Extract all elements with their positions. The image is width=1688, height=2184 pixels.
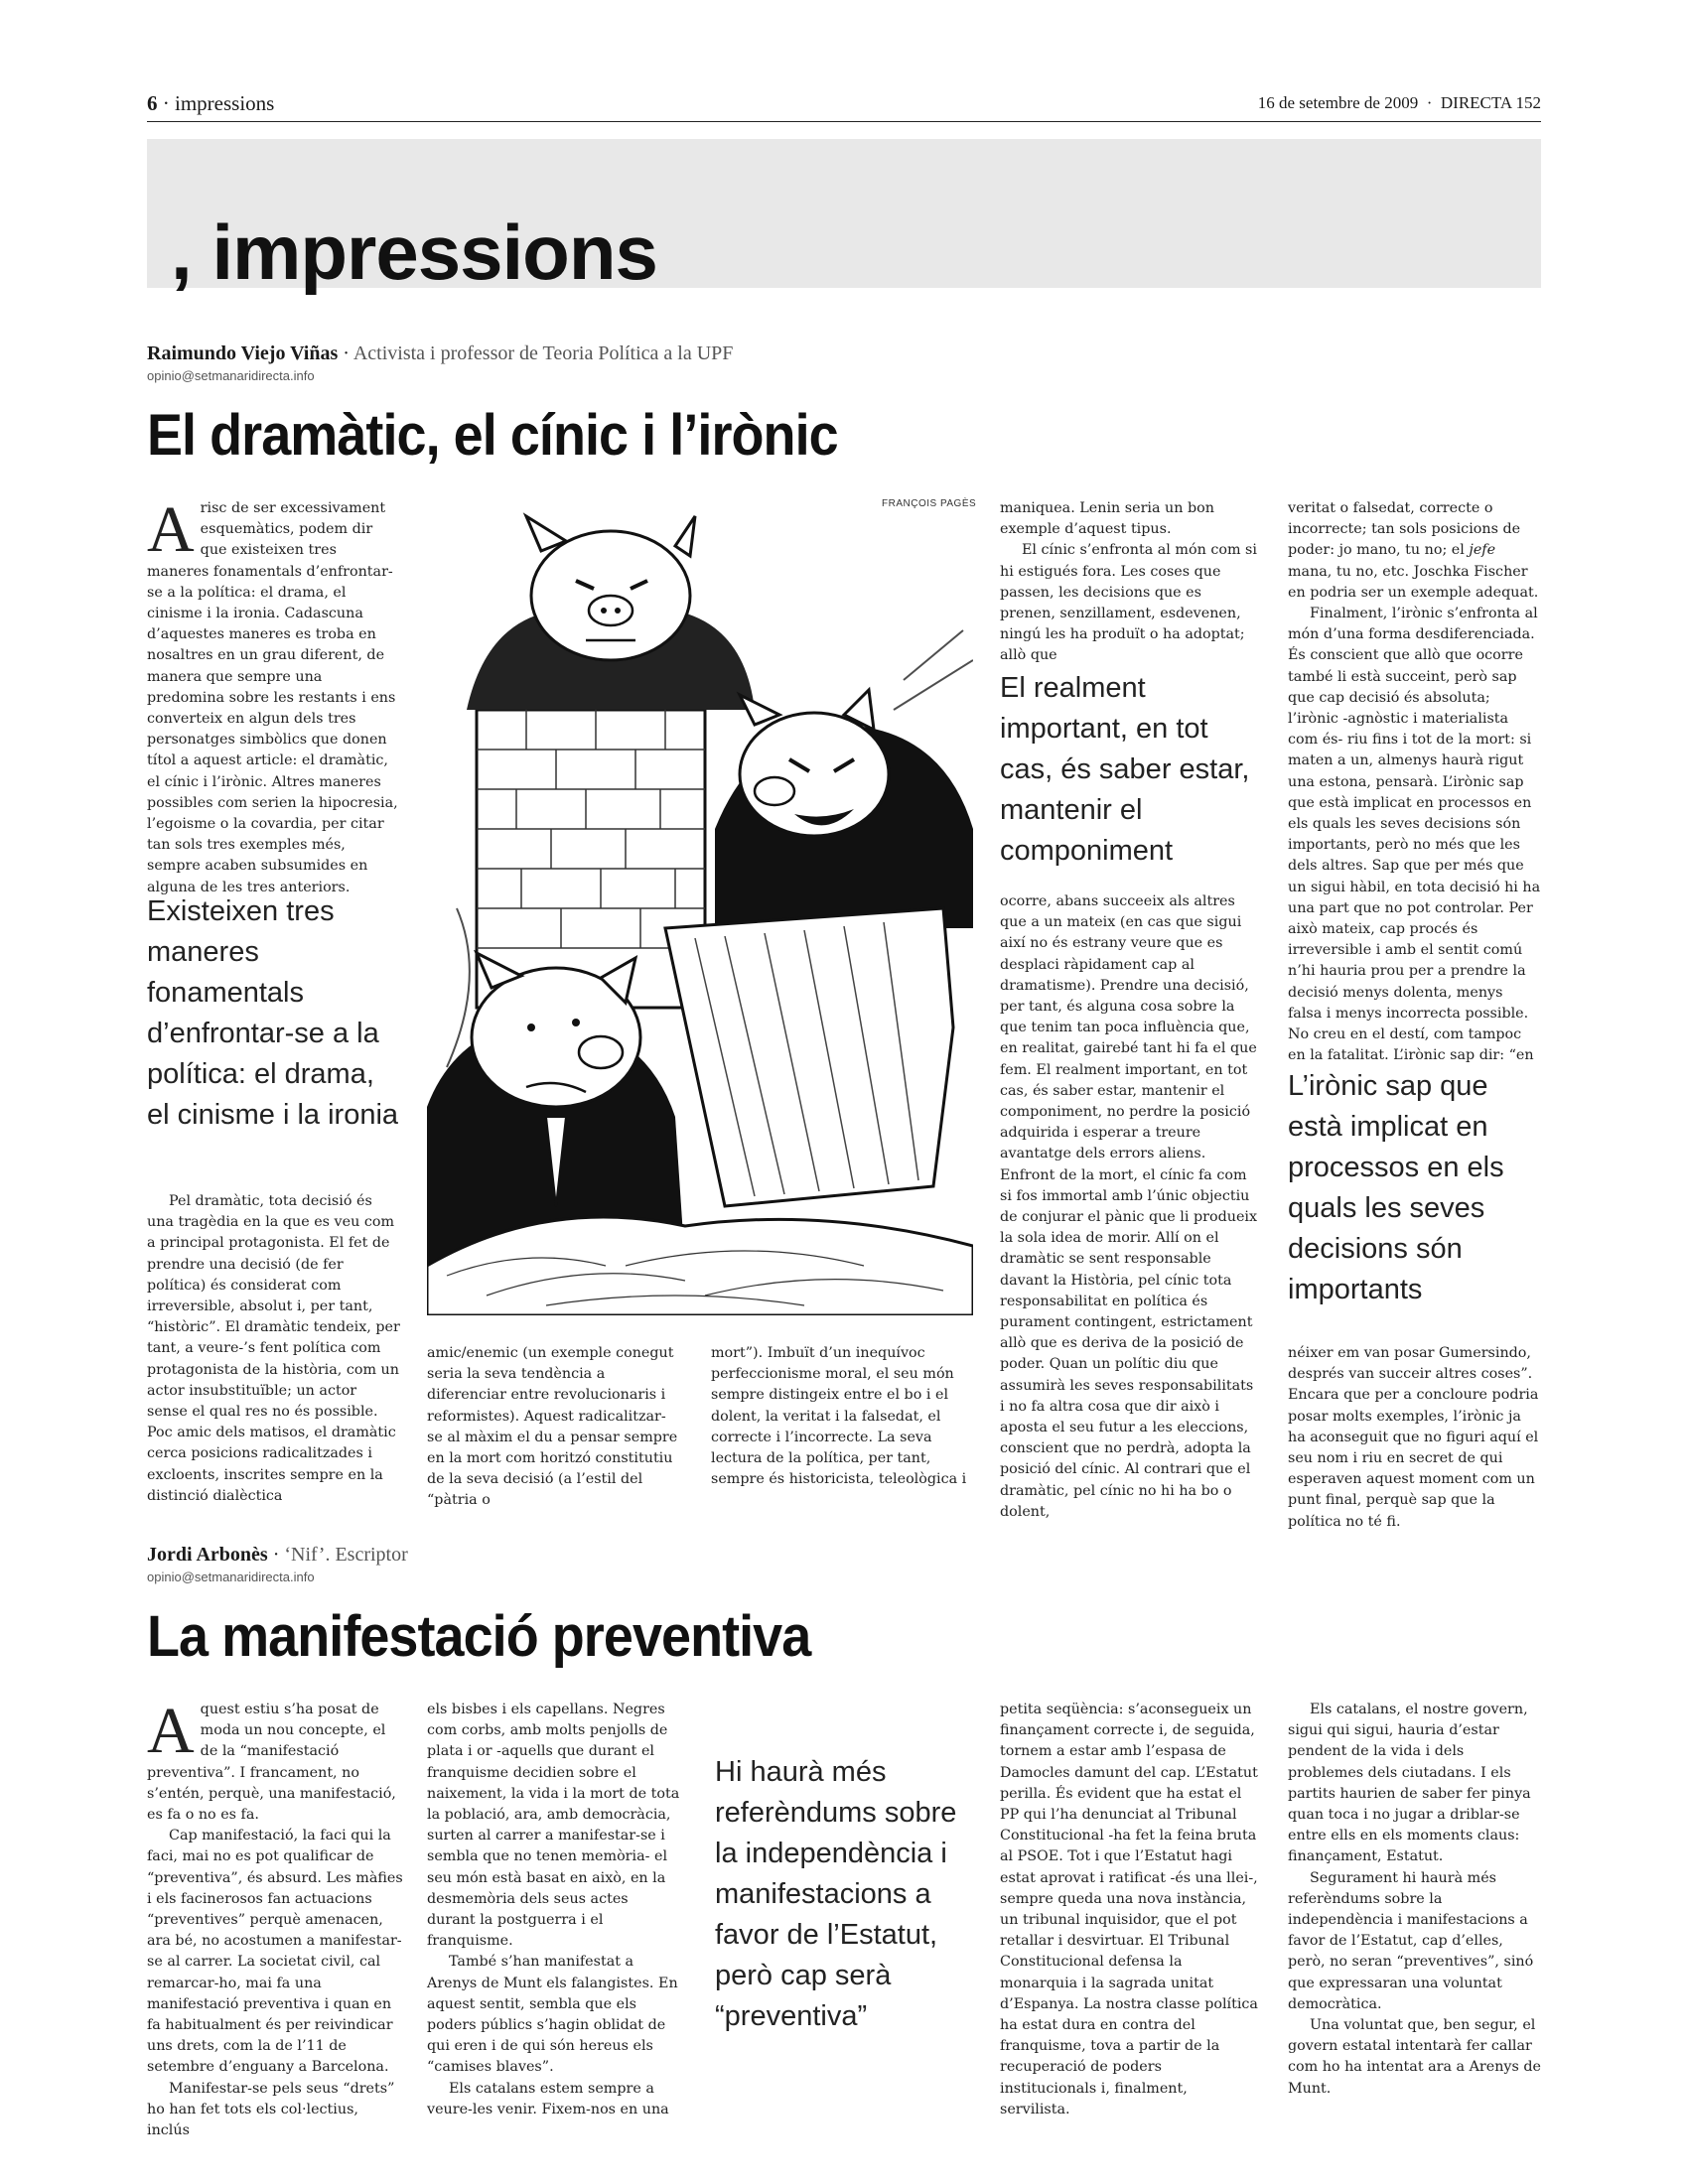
article2-pull-quote: Hi haurà més referèndums sobre la independència i manifestacions a favor de l’Estatut, però cap serà “preventiva” [715, 1756, 957, 2032]
article2-paragraph: També s’han manifestat a Arenys de Munt els falangistes. En aquest sentit, sembla que els poders públics s’hagin oblidat de qui eren i de qui són hereus els “camises blaves”. [427, 1954, 678, 2076]
folio-right [1258, 93, 1541, 113]
article1-author-role: Activista i professor de Teoria Política a la UPF [352, 342, 734, 364]
article1-text: mana, tu no, etc. Joschka Fischer en podria ser un exemple adequat. [1288, 563, 1539, 601]
article1-byline-separator: · [338, 342, 353, 364]
article2-column-4 [1000, 1700, 1260, 2120]
article1-column-4-continued [1000, 891, 1260, 1523]
article2-paragraph: quest estiu s’ha posat de moda un nou concepte, el de la “manifestació preventiva”. I francament, no s’entén, perquè, una manifestació, es fa o no es fa. [147, 1702, 396, 1824]
article2-dropcap: A [147, 1695, 195, 1767]
article2-headline: La manifestació preventiva [147, 1604, 811, 1669]
article2-paragraph: Una voluntat que, ben segur, el govern estatal intentarà fer callar com ho ha intentat ara a Arenys de Munt. [1288, 2017, 1541, 2097]
article1-paragraph: amic/enemic (un exemple conegut seria la seva tendència a diferenciar entre revolucionaris i reformistes). Aquest radicalitzar-se al màxim el du a pensar sempre en la mort com horitzó constitutiu de la seva decisió (a l’estil del “pàtria o [427, 1345, 678, 1509]
article2-column-1 [147, 1695, 405, 2141]
article1-column-2 [427, 1343, 680, 1512]
page-folio [147, 87, 1541, 122]
article2-byline [147, 1544, 1140, 1567]
article1-column-5 [1288, 498, 1541, 1066]
article1-paragraph: maniquea. Lenin seria un bon exemple d’aquest tipus. [1000, 500, 1214, 538]
issue-number: DIRECTA 152 [1440, 93, 1541, 112]
article1-paragraph: Finalment, l’irònic s’enfronta al món d’una forma desdiferenciada. És conscient que allò que ocorre també li està succeint, però sap que cap decisió és absoluta; l’irònic -agnòstic i materialista com és- riu fins i tot de la mort: si maten a un, almenys haurà rigut una estona, pensarà. L’irònic sap que està implicat en processos en els quals les seves decisions són importants, però no més que les dels altres. Sap que per més que un sigui hàbil, en tota decisió hi ha una part que no pot controlar. Per això mateix, cap procés és irreversible i amb el sentit comú n’hi hauria prou per a prendre la decisió menys dolenta, menys falsa i menys incorrecta possible. No creu en el destí, com tampoc en la fatalitat. L’irònic sap dir: “en [1288, 606, 1541, 1064]
article1-emphasis: jefe [1469, 542, 1496, 559]
issue-date: 16 de setembre de 2009 [1257, 93, 1419, 112]
article2-column-5 [1288, 1700, 1541, 2100]
article1-column-5-continued [1288, 1343, 1541, 1533]
pigs-cartoon-illustration [427, 511, 973, 1315]
article2-paragraph: els bisbes i els capellans. Negres com corbs, amb molts penjolls de plata i or -aquells que durant el franquisme decidien sobre el naixement, la vida i la mort de tota la població, ara, amb democràcia, surten al carrer a manifestar-se i sembla que no tenen memòria- el seu món està basat en això, en la desmemòria dels seus actes durant la postguerra i el franquisme. [427, 1702, 680, 1950]
article1-text: veritat o falsedat, correcte o incorrecte; tan sols posicions de poder: jo mano, tu no; el [1288, 500, 1521, 559]
article1-column-1-continued [147, 1191, 400, 1507]
article2-byline-separator: · [267, 1544, 285, 1566]
article2-paragraph: Manifestar-se pels seus “drets” ho han fet tots els col·lectius, inclús [147, 2080, 395, 2139]
article2-author-role: ‘Nif’. Escriptor [284, 1544, 408, 1566]
article1-pull-quote-1: Existeixen tres maneres fonamentals d’enfrontar-se a la política: el drama, el cinisme i la ironia [147, 895, 399, 1131]
article1-column-3 [711, 1343, 973, 1490]
article2-paragraph: Cap manifestació, la faci qui la faci, mai no es pot qualificar de “preventiva”, és absurd. Les màfies i els facinerosos fan actuacions “preventives” perquè amenacen, ara bé, no acostumen a manifestar-se al carrer. La societat civil, cal remarcar-ho, mai fa una manifestació preventiva i quan en fa habitualment és per reivindicar uns drets, com la de l’11 de setembre d’enguany a Barcelona. [147, 1828, 403, 2076]
article1-pull-quote-2: El realment important, en tot cas, és saber estar, mantenir el componiment [1000, 672, 1250, 867]
article1-intro-paragraph: risc de ser excessivament esquemàtics, podem dir que existeixen tres maneres fonamentals d’enfrontar-se a la política: el drama, el cinisme i la ironia. Cadascuna d’aquestes maneres es troba en nosaltres en un grau diferent, de manera que sempre una predomina sobre les restants i ens converteix en algun dels tres personatges simbòlics que donen títol a aquest article: el dramàtic, el cínic i l’irònic. Altres maneres possibles com serien la hipocresia, l’egoisme o la covardia, per citar tan sols tres exemples més, sempre acaben subsumides en alguna de les tres anteriors. [147, 500, 398, 895]
article2-email: opinio@setmanaridirecta.info [147, 1570, 315, 1584]
folio-section: impressions [175, 91, 275, 115]
article2-author: Jordi Arbonès [147, 1544, 268, 1566]
folio-dot: · [1426, 93, 1433, 112]
article1-headline: El dramàtic, el cínic i l’irònic [147, 403, 838, 468]
illustration-credit: FRANÇOIS PAGÈS [882, 498, 977, 509]
article1-paragraph: El cínic s’enfronta al món com si hi estigués fora. Les coses que passen, les decisions que es prenen, senzillament, esdevenen, ningú les ha produït o ha adoptat; allò que [1000, 542, 1257, 664]
page-number: 6 [147, 91, 158, 115]
article2-column-2 [427, 1700, 680, 2120]
article1-paragraph: ocorre, abans succeeix als altres que a un mateix (en cas que sigui així no és estrany veure que es desplaci ràpidament cap al dramatisme). Prendre una decisió, per tant, és alguna cosa sobre la que tenim tan poca influència que, en realitat, gairebé tant hi fa el que fem. El realment important, en tot cas, és saber estar, mantenir el componiment, no perdre la posició adquirida i esperar a treure avantatge dels errors aliens. Enfront de la mort, el cínic fa com si fos immortal amb l’únic objectiu de conjurar el pànic que li produeix la sola idea de morir. Allí on el dramàtic se sent responsable davant la Història, pel cínic tota responsabilitat en política és purament contingent, estrictament allò que es deriva de la posició de poder. Quan un polític diu que assumirà les seves responsabilitats i no fa altra cosa que dir això i aposta el seu futur a les eleccions, conscient que no perdrà, adopta la posició del cínic. Al contrari que el dramàtic, pel cínic no hi ha bo o dolent, [1000, 893, 1258, 1520]
folio-left [147, 91, 274, 116]
folio-separator: · [162, 91, 170, 115]
article2-paragraph: Segurament hi haurà més referèndums sobre la independència i manifestacions a favor de l’Estatut, cap d’elles, però, no seran “preventives”, sinó que expressaran una voluntat democràtica. [1288, 1869, 1534, 2012]
article1-paragraph [1288, 498, 1541, 604]
section-title: , impressions [171, 208, 657, 296]
article1-pull-quote-3: L’irònic sap que està implicat en processos en els quals les seves decisions són importants [1288, 1070, 1504, 1305]
article1-email: opinio@setmanaridirecta.info [147, 368, 315, 383]
article1-byline [147, 342, 1140, 365]
article2-paragraph: Els catalans estem sempre a veure-les venir. Fixem-nos en una [427, 2080, 669, 2117]
article1-column-1 [147, 493, 400, 898]
article1-paragraph: mort”). Imbuït d’un inequívoc perfeccionisme moral, el seu món sempre distingeix entre el bo i el dolent, la veritat i la falsedat, el correcte i l’incorrecte. La seva lectura de la política, per tant, sempre és historicista, teleològica i [711, 1345, 967, 1488]
article1-paragraph: Pel dramàtic, tota decisió és una tragèdia en la que es veu com a principal protagonista. El fet de prendre una decisió (de fer política) és considerat com irreversible, absolut i, per tant, “històric”. El dramàtic tendeix, per tant, a veure-’s fent política com protagonista de la història, com un actor insubstituïble; un actor sense el qual res no és possible. Poc amic dels matisos, el dramàtic cerca posicions radicalitzades i excloents, inscrites sempre en la distinció dialèctica [147, 1193, 400, 1504]
article2-paragraph: Els catalans, el nostre govern, sigui qui sigui, hauria d’estar pendent de la vida i dels problemes dels ciutadans. I els partits haurien de saber fer pinya quan toca i no jugar a driblar-se entre ells en els moments claus: finançament, Estatut. [1288, 1702, 1531, 1865]
article2-paragraph: petita seqüència: s’aconsegueix un finançament correcte i, de seguida, tornem a estar amb l’espasa de Damocles damunt del cap. L’Estatut perilla. És evident que ha estat el PP qui l’ha denunciat al Tribunal Constitucional -ha fet la feina bruta al PSOE. Tot i que l’Estatut hagi estat aprovat i ratificat -és una llei-, sempre queda una nova instància, un tribunal inquisidor, que el pot retallar i desvirtuar. El Tribunal Constitucional defensa la monarquia i la sagrada unitat d’Espanya. La nostra classe política ha estat dura en contra del franquisme, tova a partir de la recuperació de poders institucionals i, finalment, servilista. [1000, 1702, 1258, 2117]
article1-author: Raimundo Viejo Viñas [147, 342, 339, 364]
article1-dropcap: A [147, 493, 195, 566]
article1-column-4 [1000, 498, 1260, 667]
article1-paragraph: néixer em van posar Gumersindo, després van succeir altres coses”. Encara que per a concloure podria posar molts exemples, l’irònic ja ha aconseguit que no figuri aquí el seu nom i riu en secret de qui esperaven aquest moment com un punt final, perquè sap que la política no té fi. [1288, 1345, 1539, 1530]
